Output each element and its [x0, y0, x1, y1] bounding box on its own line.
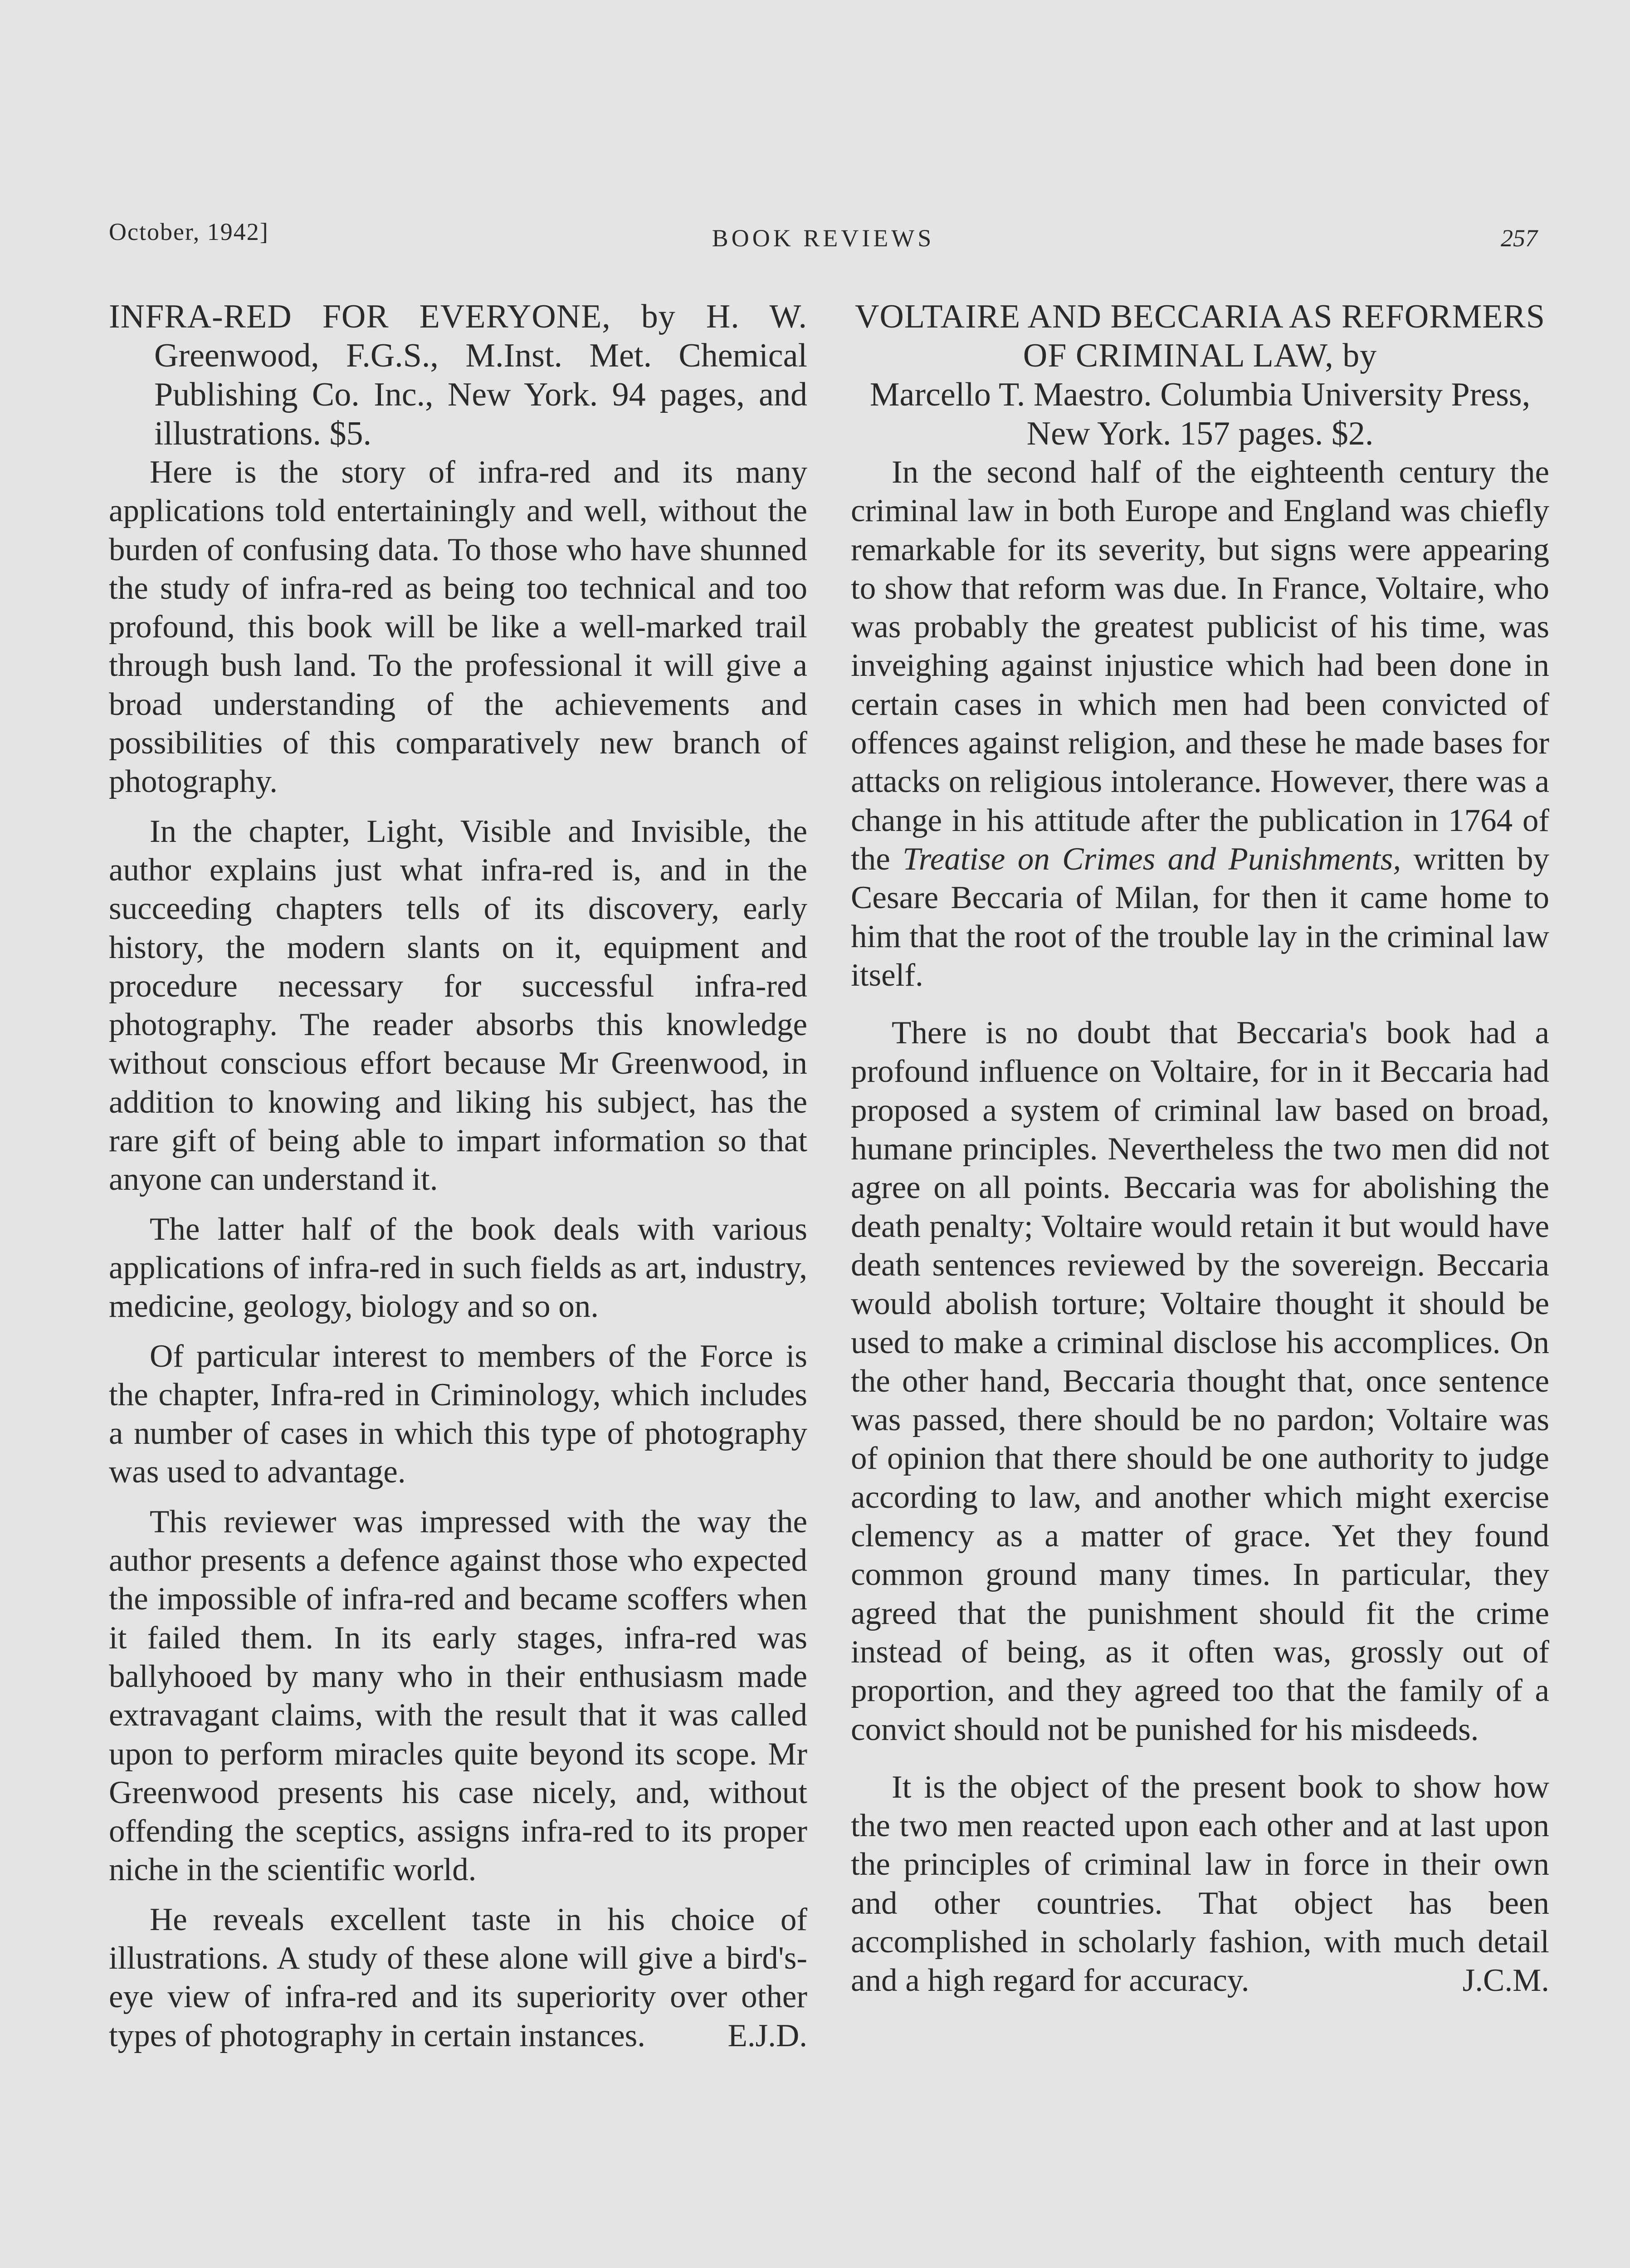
- left-column: [109, 297, 807, 2055]
- section-title: BOOK REVIEWS: [712, 225, 935, 252]
- review-paragraph: The latter half of the book deals with various applications of infra-red in such fields as art, industry, medicine, geology, biology and so on.: [109, 1211, 807, 1325]
- review-paragraph-last: [851, 1768, 1549, 2000]
- review-paragraph-last: [109, 1901, 807, 2055]
- review-paragraph: In the chapter, Light, Visible and Invisible, the author explains just what infra-red is, and in the succeeding chapters tells of its discovery, early history, the modern slants on it, equipment and procedure necessary for successful infra-red photography. The reader absorbs this knowledge without conscious effort because Mr Greenwood, in addition to knowing and liking his subject, has the rare gift of being able to impart information so that anyone can understand it.: [109, 813, 807, 1198]
- review-book-title: INFRA-RED FOR EVERYONE, by H. W.: [109, 298, 807, 335]
- review-paragraph: Here is the story of infra-red and its many applications told entertainingly and well, without the burden of confusing data. To those who have shunned the study of infra-red as being too technical and too profound, this book will be like a well-marked trail through bush land. To the professional it will give a broad understanding of the achievements and possibilities of this comparatively new branch of photography.: [109, 455, 807, 800]
- reviewer-signature: J.C.M.: [1462, 1963, 1549, 1999]
- review-book-details: Marcello T. Maestro. Columbia University Press, New York. 157 pages. $2.: [869, 376, 1531, 452]
- review-heading: [851, 297, 1549, 453]
- reviewer-signature: E.J.D.: [727, 2018, 807, 2053]
- review-paragraph-text: He reveals excellent taste in his choice of illustrations. A study of these alone will give a bird's-eye view of infra-red and its superiority over other types of photography in certain instances.: [109, 1901, 807, 2053]
- review-paragraph: [851, 453, 1549, 995]
- page-number: 257: [1501, 225, 1537, 252]
- review-paragraph-text: It is the object of the present book to show how the two men reacted upon each other and at last upon the principles of criminal law in force in their own and other countries. That object has been accomplished in scholarly fashion, with much detail and a high regard for accuracy.: [851, 1769, 1549, 1999]
- review-paragraph: There is no doubt that Beccaria's book had a profound influence on Voltaire, for in it Beccaria had proposed a system of criminal law based on broad, humane principles. Nevertheless the two men did not agree on all points. Beccaria was for abolishing the death penalty; Voltaire would retain it but would have death sentences reviewed by the sovereign. Beccaria would abolish torture; Voltaire thought it should be used to make a criminal disclose his accomplices. On the other hand, Beccaria thought that, once sentence was passed, there should be no pardon; Voltaire was of opinion that there should be one authority to judge according to law, and another which might exercise clemency as a matter of grace. Yet they found common ground many times. In particular, they agreed that the punishment should fit the crime instead of being, as it often was, grossly out of proportion, and they agreed too that the family of a convict should not be punished for his misdeeds.: [851, 1015, 1549, 1747]
- right-column: [851, 297, 1549, 2000]
- running-head: [109, 218, 1537, 254]
- review-book-title: VOLTAIRE AND BECCARIA AS REFORMERS OF CRIMINAL LAW, by: [854, 298, 1546, 374]
- italic-book-title: Treatise on Crimes and Punishments,: [903, 841, 1401, 877]
- review-heading: [109, 297, 807, 453]
- review-book-details: Greenwood, F.G.S., M.Inst. Met. Chemical Publishing Co. Inc., New York. 94 pages, and illustrations. $5.: [154, 337, 807, 452]
- review-paragraph: Of particular interest to members of the Force is the chapter, Infra-red in Criminology, which includes a number of cases in which this type of photography was used to advantage.: [109, 1338, 807, 1490]
- review-text: In the second half of the eighteenth century the criminal law in both Europe and England was chiefly remarkable for its severity, but signs were appearing to show that reform was due. In France, Voltaire, who was probably the greatest publicist of his time, was inveighing against injustice which had been done in certain cases in which men had been convicted of offences against religion, and these he made bases for attacks on religious intolerance. However, there was a change in his attitude after the publication in 1764 of the: [851, 455, 1549, 877]
- issue-date: October, 1942]: [109, 218, 269, 245]
- review-paragraph: This reviewer was impressed with the way the author presents a defence against those who expected the impossible of infra-red and became scoffers when it failed them. In its early stages, infra-red was ballyhooed by many who in their enthusiasm made extravagant claims, with the result that it was called upon to perform miracles quite beyond its scope. Mr Greenwood presents his case nicely, and, without offending the sceptics, assigns infra-red to its proper niche in the scientific world.: [109, 1504, 807, 1888]
- review-text: written by Cesare Beccaria of Milan, for then it came home to him that the root of the trouble lay in the criminal law itself.: [851, 841, 1549, 993]
